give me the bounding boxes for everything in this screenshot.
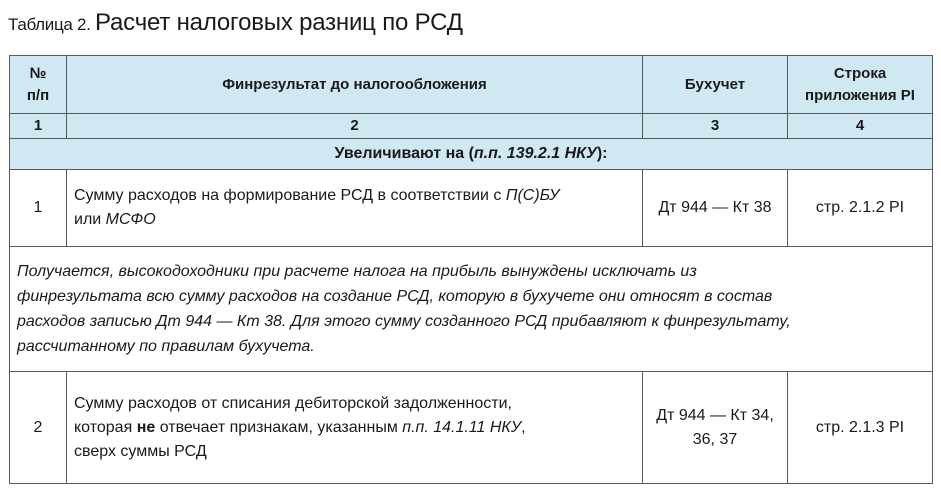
header-number (10, 56, 67, 114)
row2-account-line1: Дт 944 — Кт 34, (656, 406, 774, 424)
row2-number: 2 (10, 372, 67, 484)
section-heading (10, 139, 933, 170)
row1-description (67, 170, 643, 247)
row1-line: стр. 2.1.2 РІ (788, 170, 933, 247)
row1-description-line1 (74, 184, 636, 208)
header-number-line1: № (29, 64, 47, 82)
row1-text2-italic: МСФО (105, 211, 156, 228)
row1-description-line2 (74, 208, 636, 232)
caption-title: Расчет налоговых разниц по РСД (95, 9, 463, 36)
row2-description-line1: Сумму расходов от списания дебиторской задолженности, (74, 394, 512, 412)
row1-text-italic: П(С)БУ (505, 187, 560, 204)
row2-text-a: которая (74, 418, 137, 436)
table-row (10, 170, 933, 247)
section-text: Увеличивают на ( (334, 145, 474, 162)
row2-text-e: , (521, 418, 526, 436)
note-text (10, 247, 933, 372)
column-number-4: 4 (788, 114, 933, 139)
row2-description (67, 372, 643, 484)
row2-text-c: отвечает признакам, указанным (155, 418, 403, 436)
row2-account (643, 372, 788, 484)
row2-description-line2 (74, 416, 636, 440)
note-line1: Получается, высокодоходники при расчете налога на прибыль вынуждены исключать из (17, 263, 697, 280)
header-line (788, 56, 933, 114)
row1-number: 1 (10, 170, 67, 247)
table-row (10, 372, 933, 484)
row2-description-line3: сверх суммы РСД (74, 442, 207, 460)
section-row (10, 139, 933, 170)
row2-line: стр. 2.1.3 РІ (788, 372, 933, 484)
header-line-line1: Строка (833, 64, 887, 82)
row2-text-ref: п.п. 14.1.11 НКУ (402, 418, 522, 436)
column-number-3: 3 (643, 114, 788, 139)
note-line2: финрезультата всю сумму расходов на создание РСД, которую в бухучете они относят в состав (17, 288, 773, 305)
table-caption (8, 9, 463, 37)
row2-text-bold: не (136, 418, 156, 436)
row1-account: Дт 944 — Кт 38 (643, 170, 788, 247)
header-finresult: Финрезультат до налогообложения (67, 56, 643, 114)
caption-label: Таблица 2. (8, 15, 91, 34)
header-line-line2: приложения РІ (805, 86, 915, 104)
header-row (10, 56, 933, 114)
row1-text: Сумму расходов на формирование РСД в соответствии с (74, 187, 506, 204)
row1-text2: или (74, 211, 106, 228)
row2-account-line2: 36, 37 (692, 430, 738, 448)
column-number-row (10, 114, 933, 139)
column-number-1: 1 (10, 114, 67, 139)
section-suffix: ): (596, 145, 608, 162)
note-line3: расходов записью Дт 944 — Кт 38. Для этого сумму созданного РСД прибавляют к финрезультату, (17, 313, 791, 330)
section-ref: п.п. 139.2.1 НКУ (473, 145, 597, 162)
note-row (10, 247, 933, 372)
note-line4: рассчитанному по правилам бухучета. (17, 338, 315, 355)
tax-differences-table (9, 55, 933, 484)
header-number-line2: п/п (26, 86, 50, 104)
column-number-2: 2 (67, 114, 643, 139)
header-accounting: Бухучет (643, 56, 788, 114)
